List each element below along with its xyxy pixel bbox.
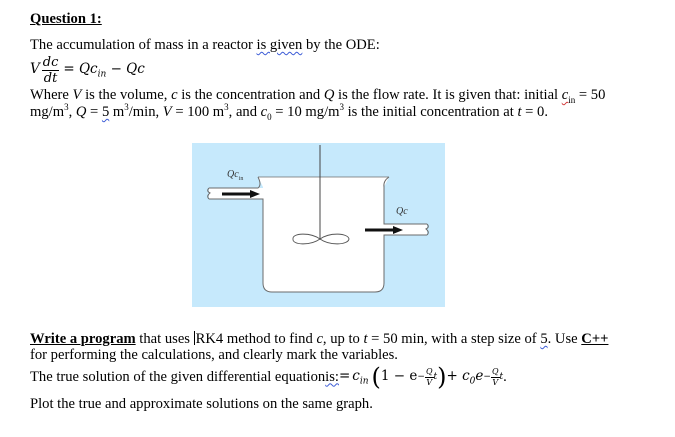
- exp-sign: −: [417, 371, 425, 382]
- text-cursor: [194, 331, 195, 345]
- var-V: V: [162, 104, 172, 120]
- right-paren: ): [437, 363, 447, 391]
- var-t: t: [363, 331, 368, 347]
- text: = 10 mg/m: [271, 104, 340, 120]
- definitions-line-1: [30, 88, 605, 103]
- inlet-label-sub: in: [238, 176, 244, 182]
- text: , up to: [322, 331, 364, 347]
- text: = 0.: [521, 104, 548, 120]
- text: = 100 m: [171, 104, 225, 120]
- exp-num: Q: [425, 366, 433, 376]
- task-line-1: [30, 331, 608, 347]
- language-emphasis: C++: [581, 331, 609, 347]
- sup: 3: [64, 102, 69, 113]
- var-cin-sub: in: [568, 94, 576, 105]
- var-V: V: [72, 87, 82, 103]
- ode-equation: [30, 52, 145, 88]
- text: , and: [228, 104, 261, 120]
- var-cin: c: [352, 368, 360, 385]
- text: RK4 method to find: [195, 331, 317, 347]
- text: =: [86, 104, 102, 120]
- var-c: c: [171, 87, 178, 103]
- cin: [352, 368, 369, 387]
- inlet-label-main: Qc: [227, 169, 239, 180]
- task-emphasis: Write a program: [30, 331, 136, 347]
- ode-fraction: [42, 56, 60, 85]
- ode-rhs-tail: − Qc: [106, 61, 145, 78]
- inlet-label: [227, 170, 243, 180]
- intro-text: [30, 38, 380, 53]
- question-heading: Question 1:: [30, 11, 102, 27]
- exponent-2: [483, 368, 503, 387]
- text: = 50: [575, 87, 606, 103]
- grammar-flag[interactable]: is:: [325, 368, 339, 385]
- exp-fraction: [491, 368, 500, 387]
- var-c0: c: [260, 104, 268, 120]
- q-value-flagged[interactable]: 5: [101, 104, 110, 120]
- definitions-line-2: [30, 102, 548, 122]
- sup: 3: [124, 102, 129, 113]
- exp-num: Q: [491, 366, 499, 376]
- stirred-tank-reactor-diagram: [192, 143, 445, 307]
- var-cin: c: [561, 87, 569, 103]
- cin-flagged[interactable]: [562, 87, 576, 103]
- exp-t: t: [499, 371, 504, 382]
- sup: 3: [339, 102, 344, 113]
- reactor-figure: [192, 143, 445, 307]
- text: = 50 min, with a step size of: [367, 331, 541, 347]
- text: is the volume,: [81, 87, 172, 103]
- outlet-label: Qc: [396, 206, 408, 217]
- true-solution-line: [30, 363, 507, 391]
- c0-term: [446, 368, 484, 387]
- e: e: [475, 368, 484, 385]
- exp-fraction: [425, 368, 434, 387]
- text: m: [109, 104, 125, 120]
- text: ,: [68, 104, 76, 120]
- task-line-2: for performing the calculations, and clearly mark the variables.: [30, 347, 398, 363]
- exponent-1: [417, 368, 437, 387]
- equals: =: [338, 368, 351, 385]
- intro-before: The accumulation of mass in a reactor: [30, 37, 257, 53]
- text: mg/m: [30, 104, 65, 120]
- ode-rhs-main: = Qc: [63, 61, 98, 78]
- step-size-flagged[interactable]: 5: [540, 331, 548, 347]
- ode-V: V: [30, 61, 40, 78]
- var-Q: Q: [323, 87, 335, 103]
- ode-rhs-sub: in: [97, 69, 107, 80]
- var-c: c: [316, 331, 323, 347]
- exp-den: V: [426, 377, 433, 387]
- grammar-flag[interactable]: is given: [256, 37, 303, 53]
- one-minus-e: 1 − e: [380, 368, 418, 385]
- end-period: .: [503, 368, 507, 385]
- text: is the initial concentration at: [343, 104, 518, 120]
- var-t: t: [517, 104, 522, 120]
- sup: 3: [224, 102, 229, 113]
- plus-c: + c: [446, 368, 470, 385]
- exp-t: t: [433, 371, 438, 382]
- text: /min,: [128, 104, 163, 120]
- text: that uses: [135, 331, 194, 347]
- exp-sign: −: [483, 371, 491, 382]
- ode-rhs: [63, 61, 145, 80]
- text: is the concentration and: [177, 87, 324, 103]
- text: Where: [30, 87, 73, 103]
- ode-denominator: dt: [43, 70, 58, 86]
- left-paren: (: [371, 363, 381, 391]
- ode-numerator: dc: [42, 54, 59, 70]
- text: is the flow rate. It is given that: initial: [334, 87, 562, 103]
- var-c0-sub: 0: [267, 111, 272, 122]
- var-cin-sub: in: [359, 376, 369, 387]
- var-Q: Q: [75, 104, 87, 120]
- text: . Use: [547, 331, 582, 347]
- intro-after: by the ODE:: [302, 37, 380, 53]
- text: The true solution of the given differential equation: [30, 368, 326, 385]
- c0-sub: 0: [469, 376, 476, 387]
- exp-den: V: [492, 377, 499, 387]
- task-line-4: Plot the true and approximate solutions on the same graph.: [30, 396, 373, 412]
